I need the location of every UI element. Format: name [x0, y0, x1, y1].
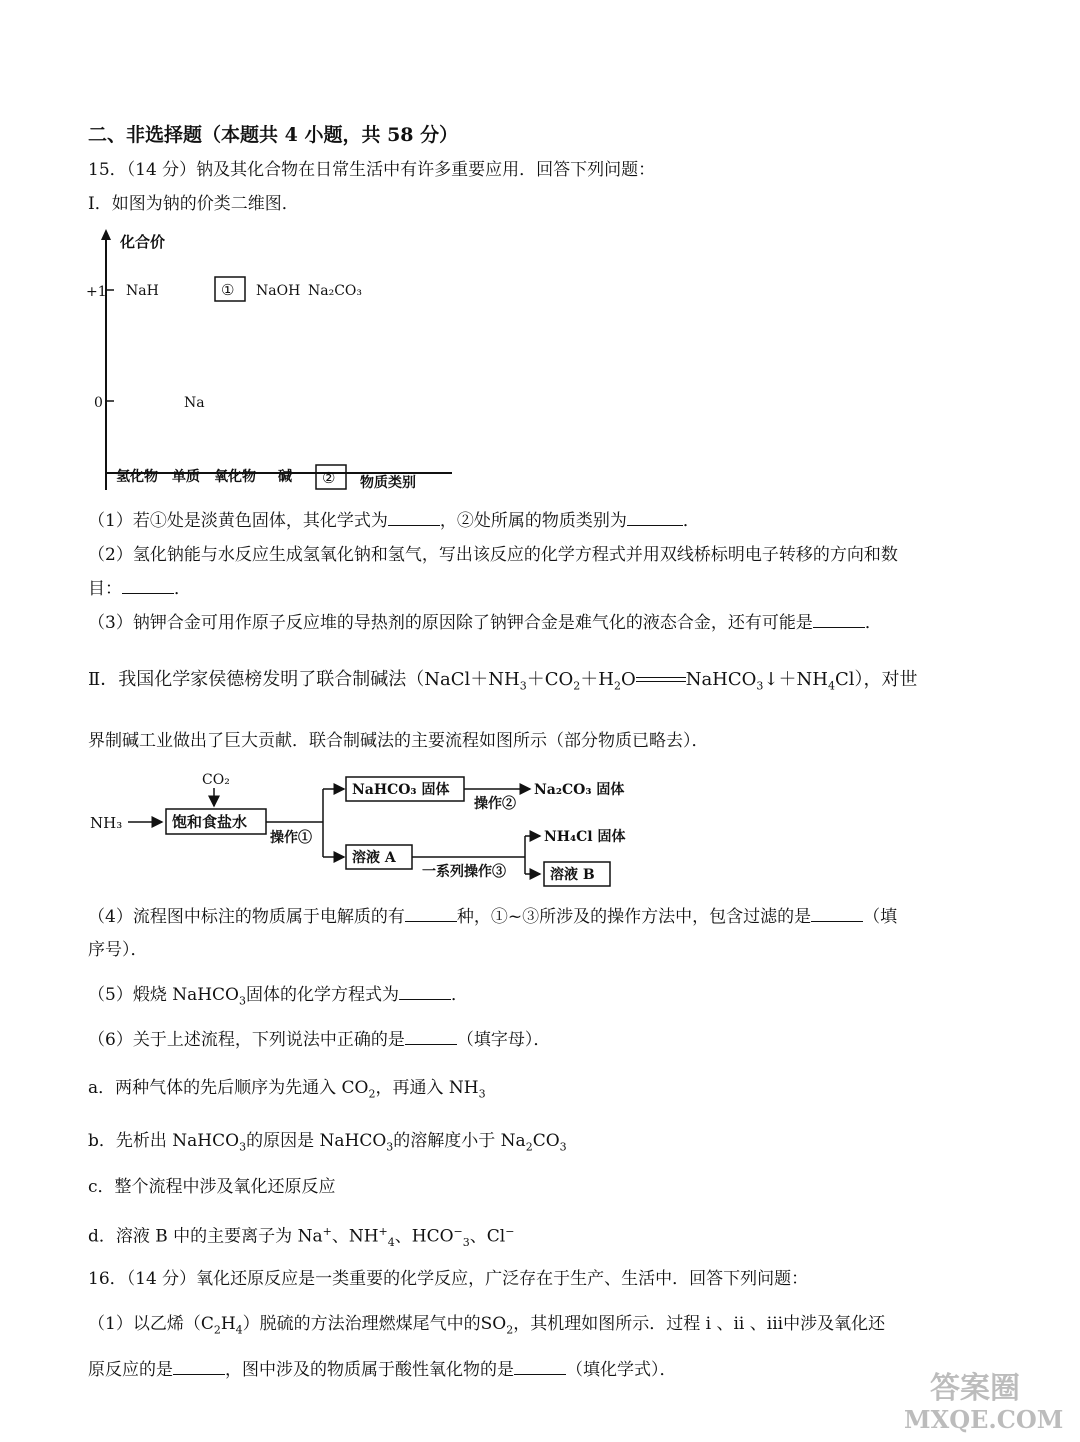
- superscript: +: [378, 1225, 388, 1238]
- q15-sub1-text-b: ，②处所属的物质类别为: [439, 511, 627, 531]
- subscript: 3: [519, 679, 527, 693]
- q16-intro: 16．（14 分）氧化还原反应是一类重要的化学反应，广泛存在于生产、生活中．回答下列问题：: [88, 1269, 809, 1289]
- q15-sub3-text-b: ．: [864, 613, 882, 633]
- subscript: 2: [573, 679, 581, 693]
- answer-blank[interactable]: [813, 611, 865, 628]
- eq-part-a: Ⅱ．我国化学家侯德榜发明了联合制碱法（NaCl＋NH: [88, 669, 520, 690]
- q15-sub2-text-b: 目：: [88, 579, 122, 599]
- q15-sub3: [88, 611, 882, 635]
- eq-part-g: Cl），对世: [834, 669, 918, 690]
- q15-sub6-text-b: （填字母）．: [456, 1030, 551, 1050]
- q16-sub1-text-g: （填化学式）．: [566, 1360, 677, 1380]
- eq-part-c: ＋H: [580, 669, 614, 690]
- q16-sub1-text-b: H: [220, 1314, 236, 1334]
- option-d-text-2: 、NH: [331, 1226, 379, 1247]
- option-a-text-2: ，再通入 NH: [375, 1078, 479, 1098]
- option-d-text-3: 、HCO: [394, 1226, 454, 1247]
- superscript: +: [322, 1225, 332, 1238]
- flow-brine: 饱和食盐水: [172, 813, 248, 831]
- q15-sub4-text-b: 种，①~③所涉及的操作方法中，包含过滤的是: [456, 907, 812, 927]
- sodium-valence-diagram: [80, 225, 460, 500]
- answer-blank[interactable]: [122, 577, 174, 594]
- y-tick-plus1: +1: [86, 284, 107, 300]
- q15-sub3-text-a: （3）钠钾合金可用作原子反应堆的导热剂的原因除了钠钾合金是难气化的液态合金，还有可能是: [88, 613, 813, 633]
- option-d-text-1: d．溶液 B 中的主要离子为 Na: [88, 1226, 323, 1247]
- subscript: 2: [613, 679, 621, 693]
- flow-nh4cl-solid: NH₄Cl 固体: [544, 829, 626, 845]
- x-cat-element: 单质: [172, 469, 200, 485]
- answer-blank[interactable]: [173, 1358, 225, 1375]
- subscript: 4: [827, 679, 835, 693]
- q15-sub2-line2: [88, 577, 191, 601]
- q16-sub1-text-d: ，其机理如图所示．过程 i 、ii 、iii中涉及氧化还: [513, 1314, 886, 1334]
- q15-sub6-text-a: （6）关于上述流程，下列说法中正确的是: [88, 1030, 405, 1050]
- q15-sub5-text-c: ．: [451, 985, 468, 1005]
- q15-sub4-line1: [88, 905, 897, 929]
- x-cat-base: 碱: [278, 469, 292, 485]
- option-b-text-2: 的原因是 NaHCO: [246, 1131, 387, 1151]
- subscript: 2: [213, 1323, 221, 1337]
- q15-part2-line2: 界制碱工业做出了巨大贡献．联合制碱法的主要流程如图所示（部分物质已略去）．: [88, 731, 709, 751]
- answer-blank[interactable]: [627, 509, 683, 526]
- answer-blank[interactable]: [514, 1358, 566, 1375]
- q15-sub5: [88, 983, 468, 1013]
- subscript: 3: [239, 994, 246, 1008]
- superscript: −: [453, 1225, 463, 1238]
- q15-intro: 15．（14 分）钠及其化合物在日常生活中有许多重要应用．回答下列问题：: [88, 160, 656, 180]
- flow-na2co3-solid: Na₂CO₃ 固体: [534, 782, 625, 798]
- q15-sub4-text-a: （4）流程图中标注的物质属于电解质的有: [88, 907, 405, 927]
- option-b-text-4: CO: [532, 1131, 560, 1151]
- q16-sub1-line1: [88, 1312, 885, 1342]
- q16-sub1-text-f: ，图中涉及的物质属于酸性氧化物的是: [225, 1360, 514, 1380]
- option-d-text-4: 、Cl: [469, 1226, 506, 1247]
- q15-sub1: [88, 509, 700, 533]
- subscript: 4: [387, 1236, 395, 1250]
- subscript: 3: [478, 1087, 486, 1101]
- q15-sub4-text-c: （填: [863, 907, 898, 927]
- option-b: [88, 1129, 567, 1159]
- superscript: −: [505, 1225, 515, 1238]
- flow-solution-a: 溶液 A: [352, 850, 396, 866]
- eq-part-e: NaHCO: [685, 669, 757, 690]
- y-axis-title: 化合价: [120, 233, 166, 251]
- entry-blank-1: ①: [221, 281, 235, 299]
- entry-nah: NaH: [126, 283, 159, 299]
- q15-sub5-text-b: 固体的化学方程式为: [246, 985, 399, 1005]
- flow-nh3: NH₃: [90, 814, 123, 832]
- equals-sign: [636, 675, 686, 685]
- option-c: c．整个流程中涉及氧化还原反应: [88, 1177, 336, 1197]
- soda-process-flowchart: [88, 766, 648, 891]
- q15-sub2-text-c: ．: [174, 579, 191, 599]
- option-a-text-1: a．两种气体的先后顺序为先通入 CO: [88, 1078, 369, 1098]
- entry-na2co3: Na₂CO₃: [308, 283, 363, 299]
- subscript: 3: [386, 1140, 394, 1154]
- subscript: 4: [235, 1323, 243, 1337]
- eq-part-b: ＋CO: [526, 669, 574, 690]
- flow-op1: 操作①: [270, 830, 312, 846]
- subscript: 3: [239, 1140, 247, 1154]
- q15-sub1-text-a: （1）若①处是淡黄色固体，其化学式为: [88, 511, 388, 531]
- eq-part-d: O: [620, 669, 636, 690]
- q15-sub4-line2: 序号）．: [88, 940, 148, 960]
- subscript: 2: [368, 1087, 376, 1101]
- subscript: 3: [462, 1236, 470, 1250]
- answer-blank[interactable]: [405, 1028, 457, 1045]
- subscript: 2: [525, 1140, 533, 1154]
- q16-sub1-text-e: 原反应的是: [88, 1360, 173, 1380]
- option-b-text-1: b．先析出 NaHCO: [88, 1131, 240, 1151]
- flow-solution-b: 溶液 B: [550, 867, 595, 883]
- q16-sub1-text-a: （1）以乙烯（C: [88, 1314, 214, 1334]
- flow-nahco3-solid: NaHCO₃ 固体: [352, 782, 450, 798]
- watermark-logo: [890, 1364, 1070, 1434]
- flow-co2: CO₂: [202, 772, 230, 788]
- x-axis-title: 物质类别: [360, 475, 416, 491]
- answer-blank[interactable]: [811, 905, 863, 922]
- flow-op2: 操作②: [474, 796, 516, 812]
- x-cat-blank-2: ②: [322, 469, 336, 487]
- subscript: 2: [506, 1323, 514, 1337]
- answer-blank[interactable]: [405, 905, 457, 922]
- q15-sub1-text-c: ．: [682, 511, 700, 531]
- q15-sub5-text-a: （5）煅烧 NaHCO: [88, 985, 239, 1005]
- option-b-text-3: 的溶解度小于 Na: [393, 1131, 526, 1151]
- y-tick-zero: 0: [94, 395, 103, 411]
- entry-na: Na: [184, 395, 205, 411]
- watermark-brand: 答案圈: [930, 1371, 1020, 1406]
- eq-part-f: ↓＋NH: [763, 669, 828, 690]
- q15-part1-title: Ⅰ．如图为钠的价类二维图．: [88, 194, 299, 214]
- q15-part2-line1: [88, 668, 917, 699]
- x-cat-oxide: 氧化物: [214, 469, 256, 485]
- watermark-url: MXQE.COM: [904, 1405, 1064, 1434]
- flow-op3: 一系列操作③: [422, 864, 506, 880]
- subscript: 3: [559, 1140, 567, 1154]
- q16-sub1-line2: [88, 1358, 677, 1382]
- answer-blank[interactable]: [399, 983, 451, 1000]
- subscript: 3: [756, 679, 764, 693]
- q15-sub2-line1: （2）氢化钠能与水反应生成氢氧化钠和氢气，写出该反应的化学方程式并用双线桥标明电子转移的方向和数: [88, 545, 898, 565]
- option-d: [88, 1220, 514, 1255]
- q15-sub6: [88, 1028, 550, 1052]
- section-heading: 二、非选择题（本题共 4 小题，共 58 分）: [88, 124, 459, 146]
- option-a: [88, 1076, 486, 1106]
- answer-blank[interactable]: [388, 509, 440, 526]
- q16-sub1-text-c: ）脱硫的方法治理燃煤尾气中的SO: [242, 1314, 507, 1334]
- x-cat-hydride: 氢化物: [116, 469, 158, 485]
- entry-naoh: NaOH: [256, 283, 301, 299]
